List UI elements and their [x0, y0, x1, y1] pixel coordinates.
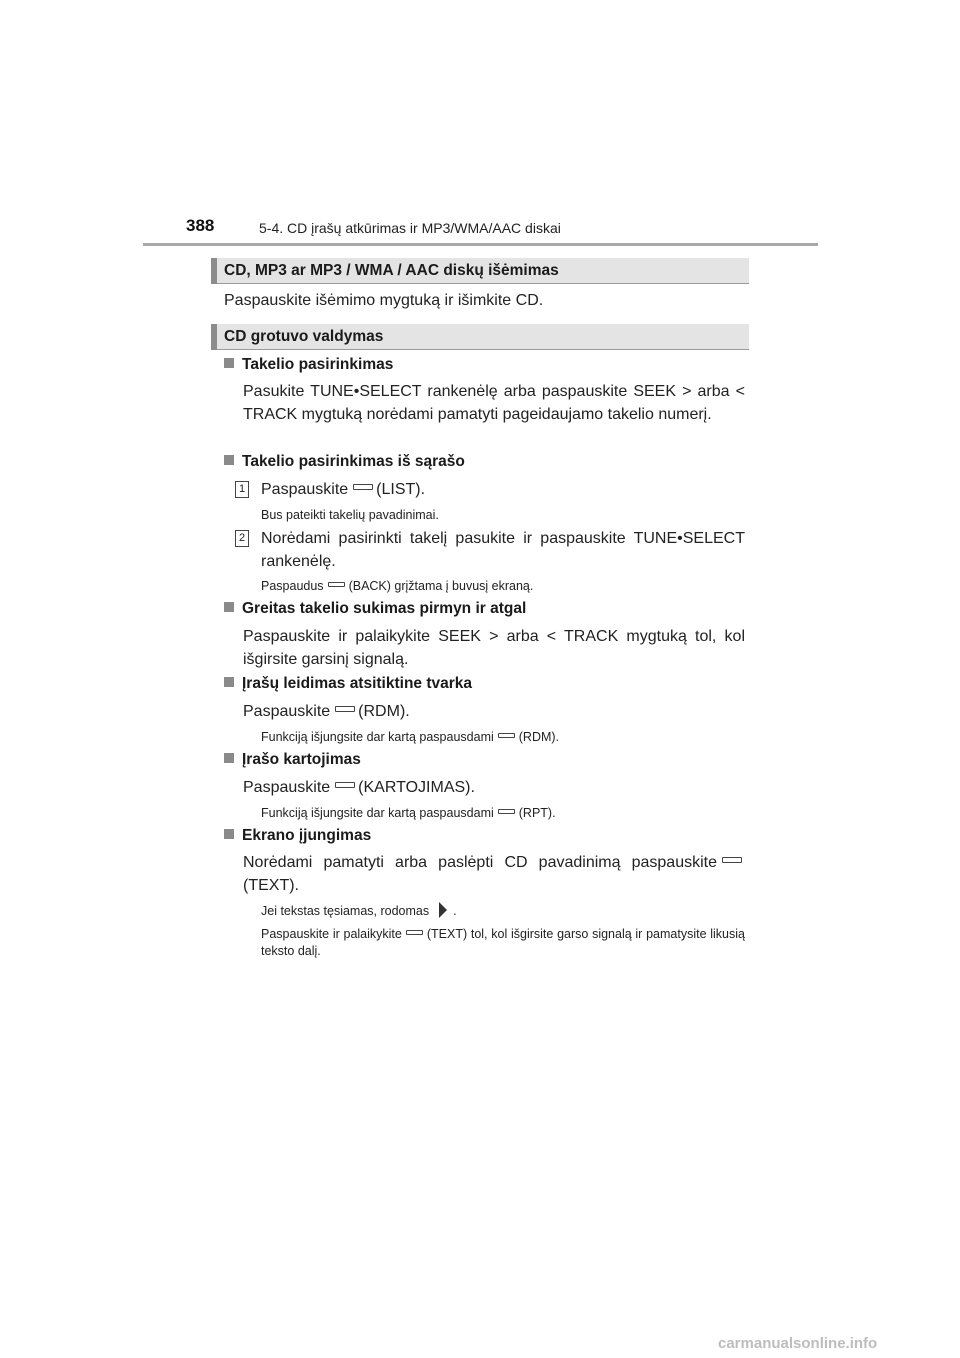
button-icon: [498, 809, 515, 814]
random-note: Funkciją išjungsite dar kartą paspausdami (RDM).: [261, 730, 560, 744]
square-bullet-icon: [224, 753, 234, 763]
repeat-note: Funkciją išjungsite dar kartą paspausdami (RPT).: [261, 806, 556, 820]
screen-note-2: Paspauskite ir palaikykite (TEXT) tol, kol išgirsite garso signalą ir pamatysite likusią teksto dalį.: [261, 927, 745, 958]
button-icon: [498, 733, 515, 738]
play-arrow-icon: [439, 902, 447, 918]
square-bullet-icon: [224, 829, 234, 839]
section-title: 5-4. CD įrašų atkūrimas ir MP3/WMA/AAC diskai: [259, 220, 561, 236]
step-number-1: 1: [235, 481, 249, 498]
button-icon: [335, 782, 355, 788]
square-bullet-icon: [224, 455, 234, 465]
button-icon: [328, 582, 345, 587]
watermark: carmanualsonline.info: [718, 1335, 878, 1352]
header-divider: [143, 243, 818, 246]
button-icon: [353, 484, 373, 490]
section-bar-disc-eject: [211, 258, 749, 284]
section-bar-accent: [211, 258, 217, 284]
step-2-text: Norėdami pasirinkti takelį pasukite ir paspauskite TUNE•SELECT rankenėlę.: [261, 530, 745, 570]
square-bullet-icon: [224, 602, 234, 612]
subheading-track-select: Takelio pasirinkimas: [224, 356, 393, 374]
button-icon: [335, 706, 355, 712]
section-heading-disc-eject: CD, MP3 ar MP3 / WMA / AAC diskų išėmimas: [224, 262, 559, 279]
screen-text: Norėdami pamatyti arba paslėpti CD pavadinimą paspauskite(TEXT).: [243, 851, 745, 897]
page-number: 388: [186, 216, 215, 235]
step-2-note: Paspaudus (BACK) grįžtama į buvusį ekraną.: [261, 579, 534, 593]
subheading-fast-seek: Greitas takelio sukimas pirmyn ir atgal: [224, 600, 526, 618]
section-heading-cd-control: CD grotuvo valdymas: [224, 328, 384, 345]
square-bullet-icon: [224, 677, 234, 687]
fast-seek-text: Paspauskite ir palaikykite SEEK > arba < TRACK mygtuką tol, kol išgirsite garsinį signalą.: [243, 628, 745, 668]
repeat-text: Paspauskite (KARTOJIMAS).: [243, 779, 475, 796]
random-text: Paspauskite (RDM).: [243, 703, 410, 720]
step-1-note: Bus pateikti takelių pavadinimai.: [261, 508, 439, 522]
section-bar-accent: [211, 324, 217, 350]
subheading-repeat: Įrašo kartojimas: [224, 751, 361, 769]
subheading-track-list: Takelio pasirinkimas iš sąrašo: [224, 453, 465, 471]
eject-instruction: Paspauskite išėmimo mygtuką ir išimkite CD.: [224, 292, 544, 309]
section-bar-cd-control: [211, 324, 749, 350]
screen-note-1: Jei tekstas tęsiamas, rodomas .: [261, 904, 457, 918]
button-icon: [722, 857, 742, 863]
subheading-screen: Ekrano įjungimas: [224, 827, 371, 845]
subheading-random: Įrašų leidimas atsitiktine tvarka: [224, 675, 472, 693]
track-select-text: Pasukite TUNE•SELECT rankenėlę arba paspauskite SEEK > arba < TRACK mygtuką norėdami pamatyti pageidaujamo takelio numerį.: [243, 383, 745, 423]
step-1-text: Paspauskite (LIST).: [261, 481, 426, 498]
square-bullet-icon: [224, 358, 234, 368]
button-icon: [406, 930, 423, 935]
step-number-2: 2: [235, 530, 249, 547]
